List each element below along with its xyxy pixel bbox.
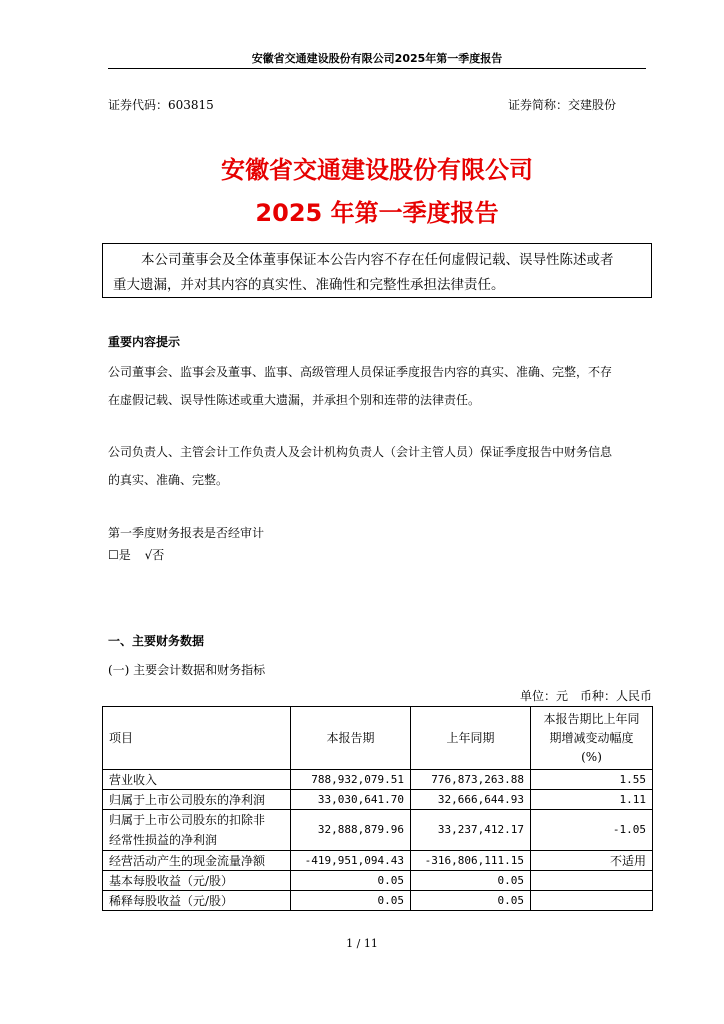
- table-row: [103, 770, 653, 790]
- company-title: 安徽省交通建设股份有限公司: [221, 156, 533, 184]
- header-rule: [108, 68, 646, 69]
- audit-question: 第一季度财务报表是否经审计: [108, 526, 265, 540]
- security-code: 证券代码：603815: [108, 98, 214, 112]
- p1-line-2: 在虚假记载、误导性陈述或重大遗漏，并承担个别和连带的法律责任。: [108, 393, 481, 407]
- p2-line-2: 的真实、准确、完整。: [108, 473, 229, 487]
- header-change-line-3: (%): [581, 749, 602, 764]
- table-row: [103, 851, 653, 871]
- row-change: [531, 891, 653, 911]
- audit-yes-label: 是: [118, 548, 131, 562]
- header-prior: 上年同期: [411, 707, 531, 770]
- audit-no-label: 否: [152, 548, 165, 562]
- table-row: [103, 871, 653, 891]
- row-item: 经营活动产生的现金流量净额: [103, 851, 291, 871]
- row-item: 稀释每股收益（元/股）: [103, 891, 291, 911]
- row-change: 1.11: [531, 790, 653, 810]
- row-prior: 0.05: [411, 871, 531, 891]
- security-codes: [108, 96, 646, 113]
- section1-heading: 一、主要财务数据: [108, 634, 205, 648]
- table-row: [103, 810, 653, 851]
- checkmark-icon: √: [144, 548, 153, 562]
- row-item: 基本每股收益（元/股）: [103, 871, 291, 891]
- header-change-line-1: 本报告期比上年同: [543, 711, 640, 726]
- row-prior: 32,666,644.93: [411, 790, 531, 810]
- header-change-line-2: 期增减变动幅度: [549, 730, 634, 745]
- running-header: 安徽省交通建设股份有限公司2025年第一季度报告: [251, 52, 503, 65]
- row-prior: 33,237,412.17: [411, 810, 531, 851]
- important-heading: 重要内容提示: [108, 335, 181, 349]
- row-prior: -316,806,111.15: [411, 851, 531, 871]
- report-title: 2025 年第一季度报告: [255, 199, 499, 227]
- board-notice-box: [102, 243, 652, 298]
- row-current: 0.05: [291, 891, 411, 911]
- p1-line-1: 公司董事会、监事会及董事、监事、高级管理人员保证季度报告内容的真实、准确、完整，不存: [108, 365, 613, 379]
- table-header-row: [103, 707, 653, 770]
- row-prior: 0.05: [411, 891, 531, 911]
- row-prior: 776,873,263.88: [411, 770, 531, 790]
- table-row: [103, 790, 653, 810]
- header-item: 项目: [103, 707, 291, 770]
- row-item-line-2: 经常性损益的净利润: [109, 833, 218, 847]
- security-short-name: 证券简称：交建股份: [507, 98, 616, 112]
- p2-line-1: 公司负责人、主管会计工作负责人及会计机构负责人（会计主管人员）保证季度报告中财务信息: [108, 445, 613, 459]
- header-change: [531, 707, 653, 770]
- notice-line-1: 本公司董事会及全体董事保证本公告内容不存在任何虚假记载、误导性陈述或者: [141, 252, 614, 268]
- row-current: -419,951,094.43: [291, 851, 411, 871]
- row-change: 1.55: [531, 770, 653, 790]
- row-item: 营业收入: [103, 770, 291, 790]
- table-row: [103, 891, 653, 911]
- currency-unit: 单位：元 币种：人民币: [519, 689, 652, 703]
- important-paragraph-1: [108, 358, 648, 414]
- row-item: 归属于上市公司股东的净利润: [103, 790, 291, 810]
- section1-subheading: (一) 主要会计数据和财务指标: [108, 663, 266, 677]
- notice-line-2: 重大遗漏，并对其内容的真实性、准确性和完整性承担法律责任。: [113, 277, 505, 293]
- financial-table: [102, 706, 653, 911]
- row-current: 32,888,879.96: [291, 810, 411, 851]
- checkbox-yes-icon: ☐: [108, 548, 119, 562]
- row-change: -1.05: [531, 810, 653, 851]
- header-current: 本报告期: [291, 707, 411, 770]
- row-current: 0.05: [291, 871, 411, 891]
- row-item: [103, 810, 291, 851]
- row-change: [531, 871, 653, 891]
- row-change: 不适用: [531, 851, 653, 871]
- page-number: 1 / 11: [346, 937, 378, 950]
- audit-answer: [108, 546, 164, 563]
- row-current: 33,030,641.70: [291, 790, 411, 810]
- row-current: 788,932,079.51: [291, 770, 411, 790]
- important-paragraph-2: [108, 438, 648, 494]
- row-item-line-1: 归属于上市公司股东的扣除非: [109, 813, 266, 827]
